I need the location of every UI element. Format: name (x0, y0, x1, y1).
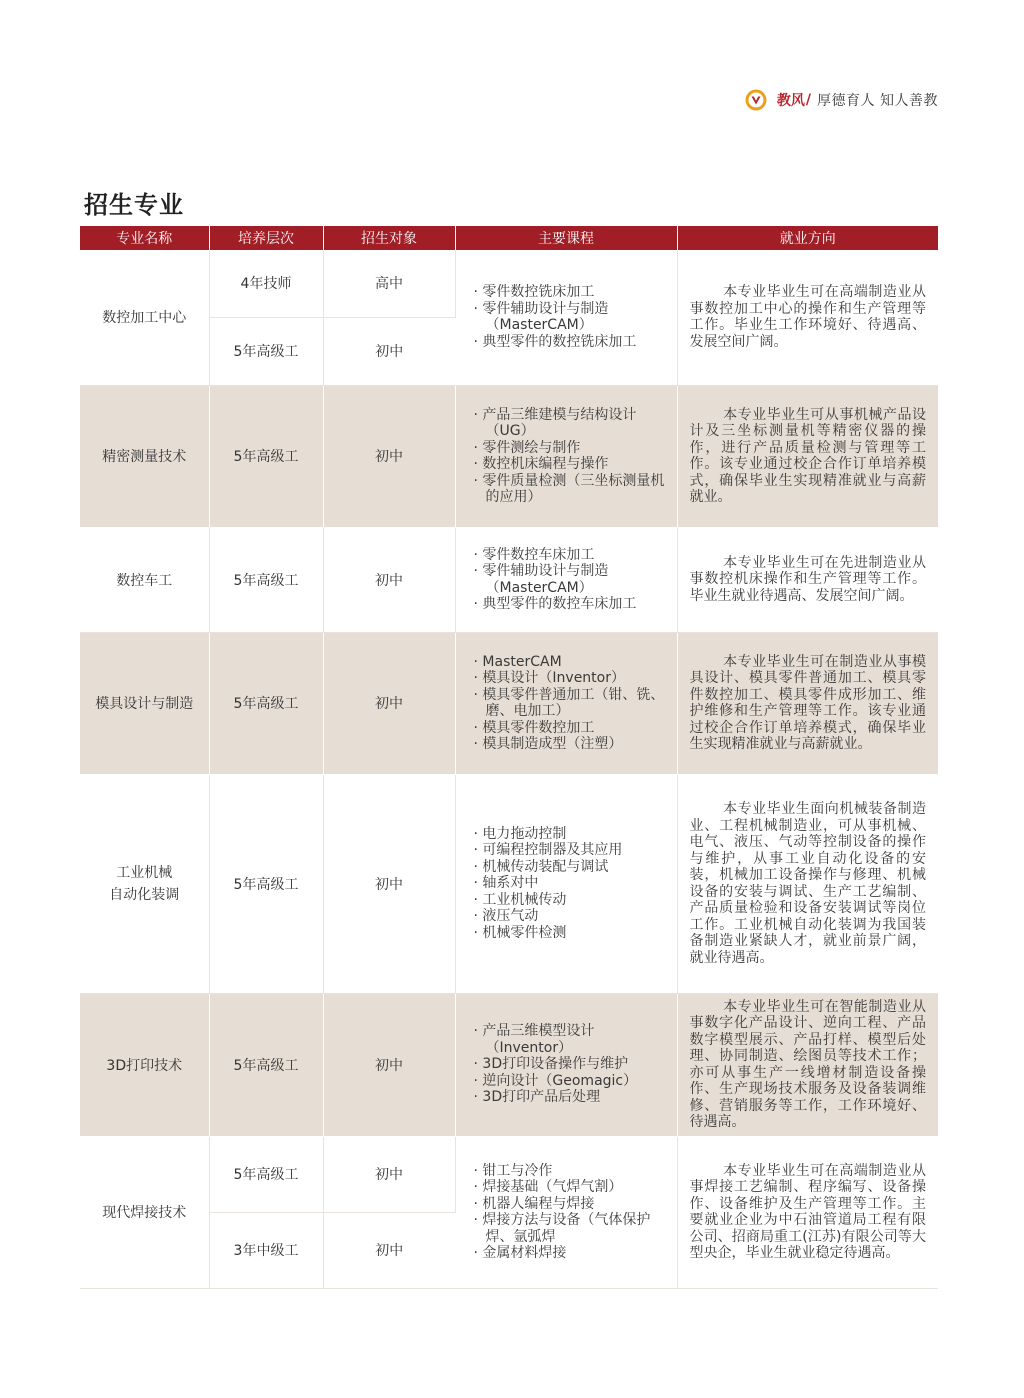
motto-label: 教风 (776, 93, 805, 109)
course-item: · 电力拖动控制 (474, 826, 667, 843)
major-name-cell: 模具设计与制造 (80, 632, 209, 774)
courses-cell (455, 527, 677, 632)
career-text: 本专业毕业生可在高端制造业从事数控加工中心的操作和生产管理等工作。毕业生工作环境好、待遇高、发展空间广阔。 (689, 284, 926, 350)
course-item: · 零件辅助设计与制造（MasterCAM） (474, 301, 667, 334)
course-item: · 模具制造成型（注塑） (474, 736, 667, 753)
course-item: · 3D打印产品后处理 (474, 1089, 667, 1106)
career-cell (677, 1136, 938, 1288)
course-item: · 液压气动 (474, 908, 667, 925)
career-text: 本专业毕业生可在制造业从事模具设计、模具零件普通加工、模具零件数控加工、模具零件成形加工、维护维修和生产管理等工作。该专业通过校企合作订单培养模式，确保毕业生实现精准就业与高薪就业。 (689, 653, 926, 752)
motto-slash: / (805, 92, 812, 108)
courses-cell (455, 385, 677, 527)
column-header-courses: 主要课程 (455, 226, 677, 250)
career-text: 本专业毕业生可在先进制造业从事数控机床操作和生产管理等工作。毕业生就业待遇高、发展空间广阔。 (689, 554, 926, 604)
level-cell: 5年高级工 (209, 527, 323, 632)
career-text: 本专业毕业生可从事机械产品设计及三坐标测量机等精密仪器的操作，进行产品质量检测与管理等工作。该专业通过校企合作订单培养模式，确保毕业生实现精准就业与高薪就业。 (689, 406, 926, 505)
level-cell: 5年高级工 (209, 632, 323, 774)
target-cell: 初中 (323, 385, 455, 527)
courses-cell (455, 632, 677, 774)
table-row (80, 774, 938, 993)
major-name-line: 自动化装调 (109, 886, 180, 903)
course-list (474, 1023, 667, 1106)
courses-cell (455, 993, 677, 1136)
section-title: 招生专业 (84, 191, 184, 219)
course-list (474, 654, 667, 753)
major-name-cell: 数控加工中心 (80, 250, 209, 385)
target-cell: 初中 (323, 1212, 455, 1288)
level-cell: 5年高级工 (209, 1136, 323, 1212)
course-item: · MasterCAM (474, 654, 667, 671)
career-cell (677, 774, 938, 993)
target-cell: 初中 (323, 632, 455, 774)
majors-table (80, 226, 938, 1289)
course-item: · 金属材料焊接 (474, 1245, 667, 1262)
target-cell: 初中 (323, 527, 455, 632)
courses-cell (455, 250, 677, 385)
major-name-cell: 现代焊接技术 (80, 1136, 209, 1288)
level-cell: 5年高级工 (209, 385, 323, 527)
course-item: · 轴系对中 (474, 875, 667, 892)
table-row (80, 632, 938, 774)
course-item: · 机械零件检测 (474, 925, 667, 942)
course-list (474, 547, 667, 613)
table-row (80, 1136, 938, 1212)
course-item: · 产品三维模型设计（Inventor） (474, 1023, 667, 1056)
career-text: 本专业毕业生可在高端制造业从事焊接工艺编制、程序编写、设备操作、设备维护及生产管理等工作。主要就业企业为中石油管道局工程有限公司、招商局重工(江苏)有限公司等大型央企，毕业生就业稳定待遇高。 (689, 1162, 926, 1261)
career-text: 本专业毕业生面向机械装备制造业、工程机械制造业，可从事机械、电气、液压、气动等控制设备的操作与维护，从事工业自动化设备的安装，机械加工设备操作与修理、机械设备的安装与调试、生产工艺编制、产品质量检验和设备安装调试等岗位工作。工业机械自动化装调为我国装备制造业紧缺人才，就业前景广阔，就业待遇高。 (689, 801, 926, 966)
major-name-cell: 3D打印技术 (80, 993, 209, 1136)
major-name-cell: 精密测量技术 (80, 385, 209, 527)
career-cell (677, 632, 938, 774)
career-cell (677, 527, 938, 632)
course-item: · 典型零件的数控铣床加工 (474, 334, 667, 351)
column-header-career: 就业方向 (677, 226, 938, 250)
career-cell (677, 385, 938, 527)
course-item: · 模具零件普通加工（钳、铣、磨、电加工） (474, 687, 667, 720)
table-row (80, 993, 938, 1136)
career-cell (677, 993, 938, 1136)
motto-text: 厚德育人 知人善教 (817, 93, 938, 109)
course-item: · 可编程控制器及其应用 (474, 842, 667, 859)
level-cell: 4年技师 (209, 250, 323, 317)
major-name-line: 工业机械 (116, 864, 173, 881)
course-item: · 机器人编程与焊接 (474, 1196, 667, 1213)
table-row (80, 385, 938, 527)
course-item: · 焊接方法与设备（气体保护焊、氩弧焊 (474, 1212, 667, 1245)
course-list (474, 284, 667, 350)
course-item: · 焊接基础（气焊气割） (474, 1179, 667, 1196)
course-item: · 机械传动装配与调试 (474, 859, 667, 876)
target-cell: 初中 (323, 317, 455, 385)
column-header-major: 专业名称 (80, 226, 209, 250)
course-item: · 工业机械传动 (474, 892, 667, 909)
header-motto (745, 89, 938, 111)
column-header-target: 招生对象 (323, 226, 455, 250)
course-item: · 零件质量检测（三坐标测量机的应用） (474, 473, 667, 506)
school-emblem-icon (745, 89, 767, 111)
major-name-cell: 数控车工 (80, 527, 209, 632)
courses-cell (455, 774, 677, 993)
career-cell (677, 250, 938, 385)
course-item: · 零件数控车床加工 (474, 547, 667, 564)
level-cell: 3年中级工 (209, 1212, 323, 1288)
course-list (474, 826, 667, 942)
level-cell: 5年高级工 (209, 317, 323, 385)
column-header-level: 培养层次 (209, 226, 323, 250)
majors-table-wrapper (80, 226, 938, 1289)
course-item: · 零件辅助设计与制造（MasterCAM） (474, 563, 667, 596)
course-item: · 模具设计（Inventor） (474, 670, 667, 687)
course-item: · 模具零件数控加工 (474, 720, 667, 737)
career-text: 本专业毕业生可在智能制造业从事数字化产品设计、逆向工程、产品数字模型展示、产品打样、模型后处理、协同制造、绘图员等技术工作；亦可从事生产一线增材制造设备操作、生产现场技术服务及设备装调维修、营销服务等工作，工作环境好、待遇高。 (689, 998, 926, 1130)
course-list (474, 407, 667, 506)
course-item: · 钳工与冷作 (474, 1163, 667, 1180)
course-item: · 3D打印设备操作与维护 (474, 1056, 667, 1073)
course-item: · 零件数控铣床加工 (474, 284, 667, 301)
course-item: · 逆向设计（Geomagic） (474, 1073, 667, 1090)
table-header-row (80, 226, 938, 250)
course-item: · 零件测绘与制作 (474, 440, 667, 457)
course-item: · 数控机床编程与操作 (474, 456, 667, 473)
target-cell: 初中 (323, 774, 455, 993)
target-cell: 初中 (323, 1136, 455, 1212)
target-cell: 高中 (323, 250, 455, 317)
level-cell: 5年高级工 (209, 774, 323, 993)
course-item: · 典型零件的数控车床加工 (474, 596, 667, 613)
course-item: · 产品三维建模与结构设计（UG） (474, 407, 667, 440)
table-row (80, 250, 938, 317)
table-row (80, 527, 938, 632)
major-name-cell (80, 774, 209, 993)
target-cell: 初中 (323, 993, 455, 1136)
courses-cell (455, 1136, 677, 1288)
course-list (474, 1163, 667, 1262)
level-cell: 5年高级工 (209, 993, 323, 1136)
